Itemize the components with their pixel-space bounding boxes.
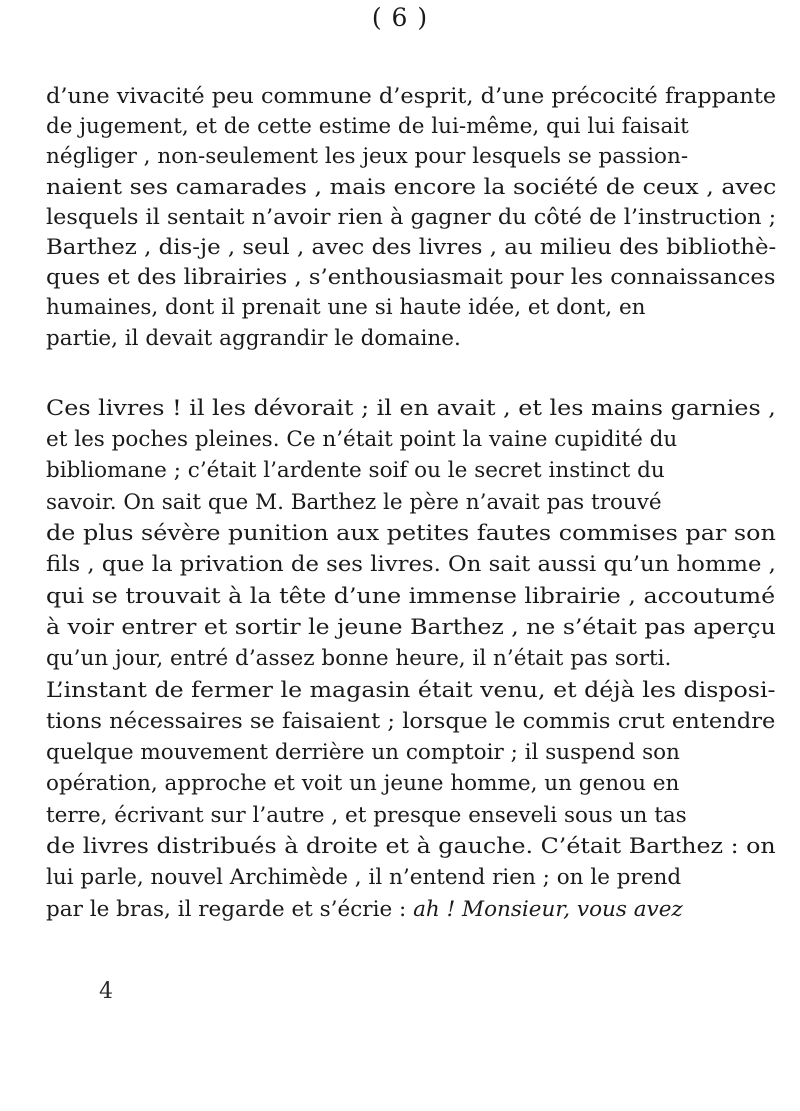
text-line: terre, écrivant sur l’autre , et presque enseveli sous un tas — [46, 802, 687, 828]
text-line: de jugement, et de cette estime de lui-même, qui lui faisait — [46, 114, 689, 140]
text-line: bibliomane ; c’était l’ardente soif ou le secret instinct du — [46, 458, 665, 484]
text-line: lui parle, nouvel Archimède , il n’entend rien ; on le prend — [46, 865, 682, 891]
text-line: d’une vivacité peu commune d’esprit, d’une précocité frappante — [46, 84, 777, 109]
text-line: partie, il devait aggrandir le domaine. — [46, 325, 461, 351]
text-line: qu’un jour, entré d’assez bonne heure, il n’était pas sorti. — [46, 646, 672, 672]
text-line: négliger , non-seulement les jeux pour lesquels se passion- — [46, 144, 689, 170]
text-line: à voir entrer et sortir le jeune Barthez , ne s’était pas aperçu — [46, 614, 776, 640]
text-line: savoir. On sait que M. Barthez le père n’avait pas trouvé — [46, 489, 662, 515]
text-line: humaines, dont il prenait une si haute idée, et dont, en — [46, 295, 646, 321]
text-line: Ces livres ! il les dévorait ; il en avait , et les mains garnies , — [46, 395, 776, 421]
text-line: et les poches pleines. Ce n’était point la vaine cupidité du — [46, 427, 678, 453]
text-line-last-roman: par le bras, il regarde et s’écrie : — [46, 896, 414, 922]
text-line: naient ses camarades , mais encore la société de ceux , avec — [46, 174, 777, 200]
text-line-last — [46, 895, 683, 925]
margin-mark: 4 — [99, 979, 113, 1004]
page-number: ( 6 ) — [371, 3, 429, 32]
text-line: lesquels il sentait n’avoir rien à gagner du côté de l’instruction ; — [46, 204, 777, 230]
text-line: Barthez , dis-je , seul , avec des livres , au milieu des bibliothè- — [46, 235, 777, 260]
text-line: opération, approche et voit un jeune homme, un genou en — [46, 771, 680, 797]
text-line: tions nécessaires se faisaient ; lorsque le commis crut entendre — [46, 708, 776, 734]
text-line: ques et des librairies , s’enthousiasmait pour les connaissances — [46, 265, 776, 291]
italic-phrase: ah ! Monsieur, vous avez — [413, 896, 683, 922]
text-line: fils , que la privation de ses livres. On sait aussi qu’un homme , — [46, 552, 776, 578]
text-line: qui se trouvait à la tête d’une immense librairie , accoutumé — [46, 583, 776, 609]
text-line: de livres distribués à droite et à gauche. C’était Barthez : on — [46, 834, 776, 859]
text-line: L’instant de fermer le magasin était venu, et déjà les disposi- — [46, 677, 776, 703]
text-line: de plus sévère punition aux petites fautes commises par son — [46, 521, 776, 546]
text-line: quelque mouvement derrière un comptoir ; il suspend son — [46, 740, 680, 766]
